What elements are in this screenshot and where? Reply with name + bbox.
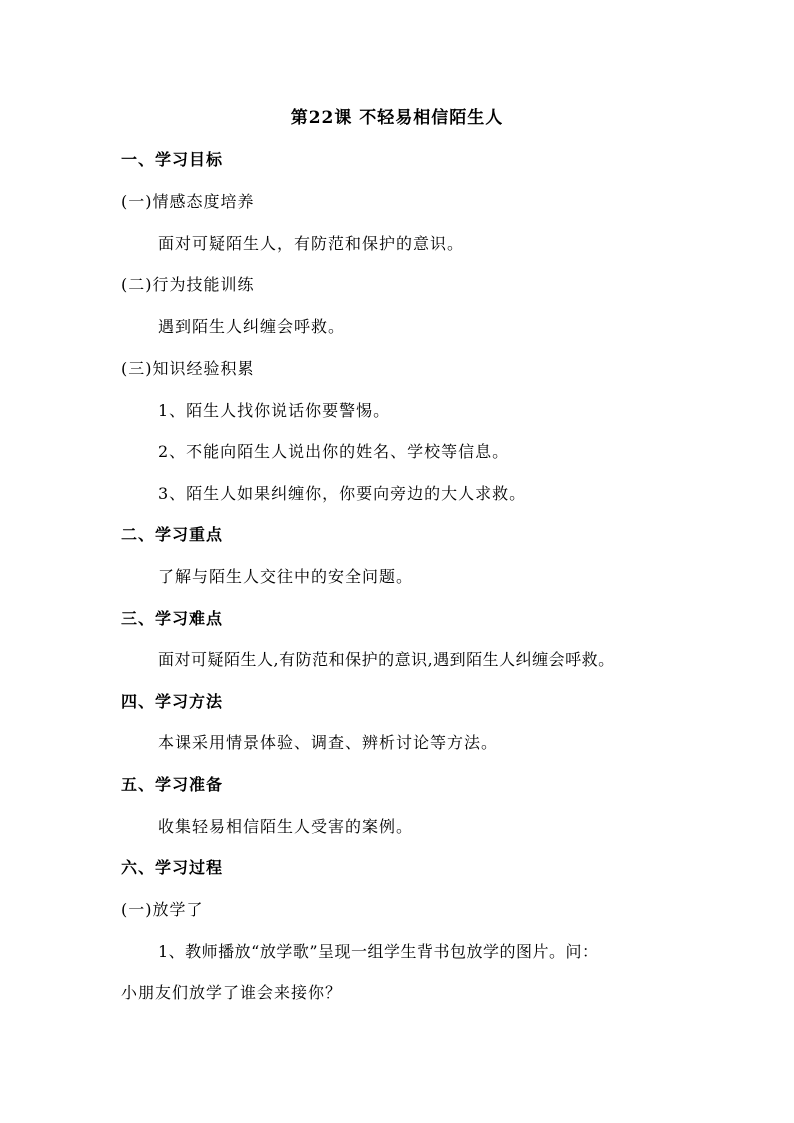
paragraph-after-school-line2: 小朋友们放学了谁会来接你？ xyxy=(121,983,343,1002)
list-item: 3、陌生人如果纠缠你，你要向旁边的大人求救。 xyxy=(158,484,527,503)
paragraph-preparation: 收集轻易相信陌生人受害的案例。 xyxy=(158,817,414,836)
section-heading-difficulties: 三、学习难点 xyxy=(121,609,224,628)
section-heading-methods: 四、学习方法 xyxy=(121,692,224,711)
subheading-after-school: (一)放学了 xyxy=(121,900,204,919)
paragraph-methods: 本课采用情景体验、调查、辨析讨论等方法。 xyxy=(158,733,499,752)
section-heading-key-points: 二、学习重点 xyxy=(121,525,224,544)
list-item: 2、不能向陌生人说出你的姓名、学校等信息。 xyxy=(158,442,510,461)
page-title: 第22课 不轻易相信陌生人 xyxy=(290,108,504,128)
subheading-behavior: (二)行为技能训练 xyxy=(121,275,255,294)
paragraph-after-school-line1: 1、教师播放“放学歌”呈现一组学生背书包放学的图片。问： xyxy=(158,942,599,961)
subheading-knowledge: (三)知识经验积累 xyxy=(121,359,255,378)
section-heading-objectives: 一、学习目标 xyxy=(121,150,224,169)
subheading-emotion: (一)情感态度培养 xyxy=(121,192,255,211)
paragraph-difficulties: 面对可疑陌生人,有防范和保护的意识,遇到陌生人纠缠会呼救。 xyxy=(158,650,615,669)
section-heading-preparation: 五、学习准备 xyxy=(121,775,224,794)
section-heading-process: 六、学习过程 xyxy=(121,858,224,877)
paragraph-emotion: 面对可疑陌生人，有防范和保护的意识。 xyxy=(158,234,465,253)
list-item: 1、陌生人找你说话你要警惕。 xyxy=(158,401,391,420)
paragraph-key-points: 了解与陌生人交往中的安全问题。 xyxy=(158,567,414,586)
paragraph-behavior: 遇到陌生人纠缠会呼救。 xyxy=(158,317,346,336)
